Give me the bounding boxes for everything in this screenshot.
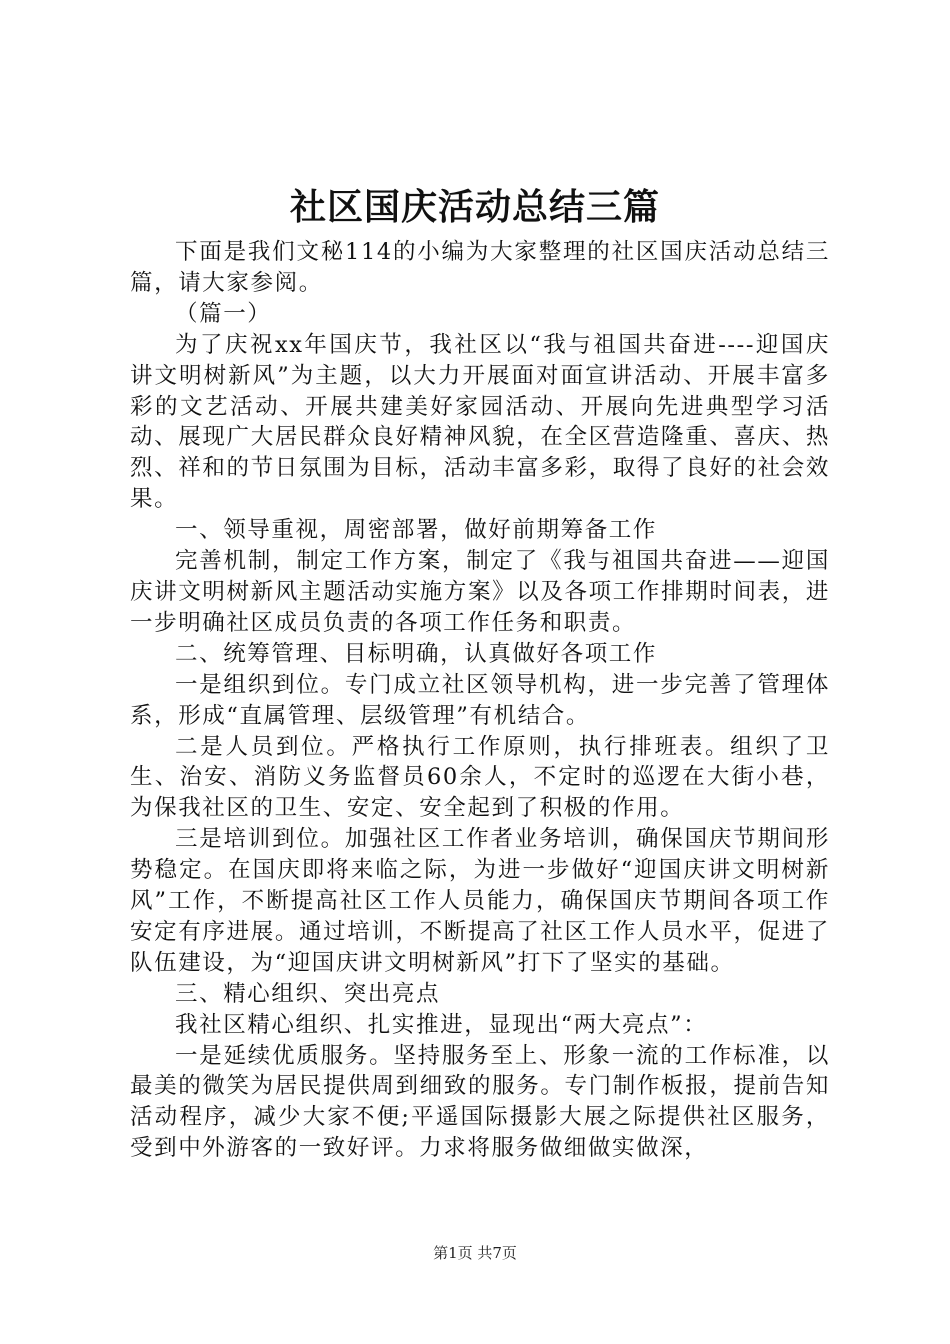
paragraph-organization: 一是组织到位。专门成立社区领导机构，进一步完善了管理体系，形成“直属管理、层级管理”有机结合。	[130, 671, 830, 729]
paragraph-intro: 下面是我们文秘114的小编为大家整理的社区国庆活动总结三篇，请大家参阅。	[130, 239, 830, 296]
section-heading-2: 二、统筹管理、目标明确，认真做好各项工作	[175, 640, 658, 667]
paragraph-mechanism: 完善机制，制定工作方案，制定了《我与祖国共奋进——迎国庆讲文明树新风主题活动实施方案》以及各项工作排期时间表，进一步明确社区成员负责的各项工作任务和职责。	[130, 548, 830, 636]
document-title: 社区国庆活动总结三篇	[289, 186, 660, 228]
paragraph-service: 一是延续优质服务。坚持服务至上、形象一流的工作标准，以最美的微笑为居民提供周到细致的服务。专门制作板报，提前告知活动程序，减少大家不便;平遥国际摄影大展之际提供社区服务，受到中外游客的一致好评。力求将服务做细做实做深，	[130, 1042, 830, 1162]
page-footer: 第1页 共7页	[433, 1244, 517, 1262]
paragraph-personnel: 二是人员到位。严格执行工作原则，执行排班表。组织了卫生、治安、消防义务监督员60余人，不定时的巡逻在大街小巷，为保我社区的卫生、安定、安全起到了积极的作用。	[130, 733, 830, 822]
paragraph-overview: 为了庆祝xx年国庆节，我社区以“我与祖国共奋进----迎国庆讲文明树新风”为主题，以大力开展面对面宣讲活动、开展丰富多彩的文艺活动、开展共建美好家园活动、开展向先进典型学习活动、展现广大居民群众良好精神风貌，在全区营造隆重、喜庆、热烈、祥和的节日氛围为目标，活动丰富多彩，取得了良好的社会效果。	[130, 331, 830, 513]
section-heading-3: 三、精心组织、突出亮点	[175, 980, 441, 1007]
paragraph-highlights: 我社区精心组织、扎实推进，显现出“两大亮点”：	[175, 1011, 708, 1038]
paragraph-part-one-heading: （篇一）	[175, 300, 272, 327]
document-body	[130, 237, 830, 1164]
paragraph-training: 三是培训到位。加强社区工作者业务培训，确保国庆节期间形势稳定。在国庆即将来临之际，为进一步做好“迎国庆讲文明树新风”工作，不断提高社区工作人员能力，确保国庆节期间各项工作安定有序进展。通过培训，不断提高了社区工作人员水平，促进了队伍建设，为“迎国庆讲文明树新风”打下了坚实的基础。	[130, 826, 830, 976]
section-heading-1: 一、领导重视，周密部署，做好前期筹备工作	[175, 517, 658, 544]
